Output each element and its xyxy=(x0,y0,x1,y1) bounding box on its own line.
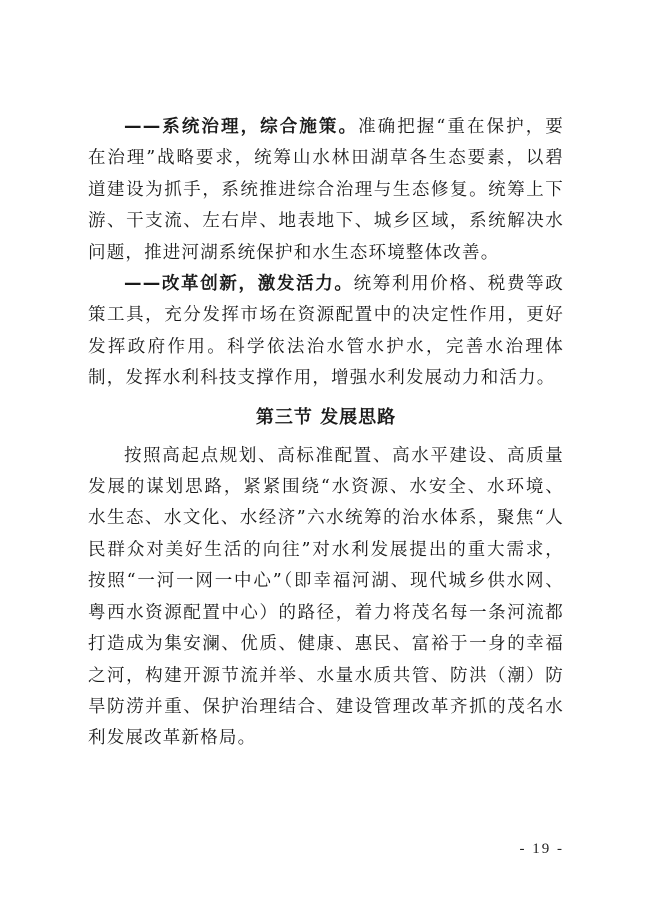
principle-body-reform-innovation: 统筹利用价格、税费等政策工具，充分发挥市场在资源配置中的决定性作用，更好发挥政府作用。科学依法治水管水护水，完善水治理体制，发挥水利科技支撑作用，增强水利发展动力和活力。 xyxy=(88,274,565,389)
principle-lead-systematic-governance: ——系统治理，综合施策。 xyxy=(124,117,359,137)
principle-body-systematic-governance: 准确把握“重在保护，要在治理”战略要求，统筹山水林田湖草各生态要素，以碧道建设为抓手，系统推进综合治理与生态修复。统筹上下游、干支流、左右岸、地表地下、城乡区域，系统解决水问题，推进河湖系统保护和水生态环境整体改善。 xyxy=(88,117,564,263)
principle-paragraph-systematic-governance xyxy=(88,112,564,269)
page-number: - 19 - xyxy=(519,841,564,857)
section-heading: 第三节 发展思路 xyxy=(255,406,397,428)
page-content xyxy=(88,112,564,755)
principle-lead-reform-innovation: ——改革创新，激发活力。 xyxy=(124,274,354,295)
development-approach-paragraph: 按照高起点规划、高标准配置、高水平建设、高质量发展的谋划思路，紧紧围绕“水资源、水安全、水环境、水生态、水文化、水经济”六水统筹的治水体系，聚焦“人民群众对美好生活的向往”对水利发展提出的重大需求，按照“一河一网一中心”（即幸福河湖、现代城乡供水网、粤西水资源配置中心）的路径，着力将茂名每一条河流都打造成为集安澜、优质、健康、惠民、富裕于一身的幸福之河，构建开源节流并举、水量水质共管、防洪（潮）防旱防涝并重、保护治理结合、建设管理改革齐抓的茂名水利发展改革新格局。 xyxy=(88,445,564,749)
principle-paragraph-reform-innovation xyxy=(88,269,564,395)
